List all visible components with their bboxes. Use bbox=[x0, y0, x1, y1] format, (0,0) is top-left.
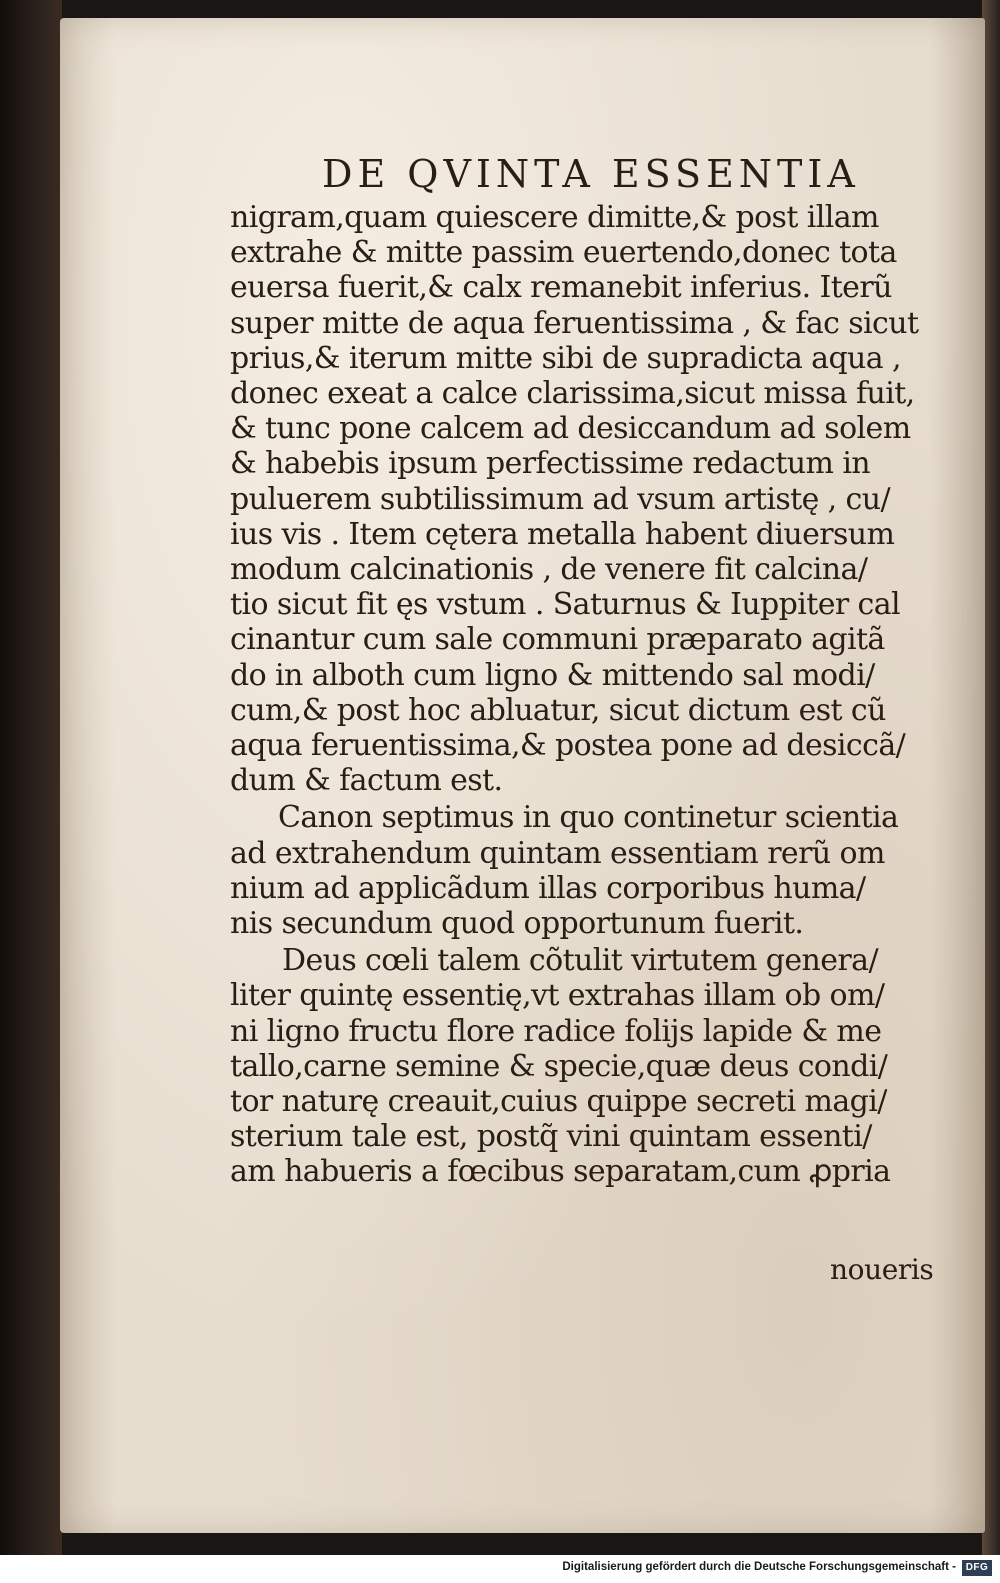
running-head: DE QVINTA ESSENTIA bbox=[322, 152, 860, 196]
text-line: dum & factum est. bbox=[230, 763, 503, 799]
text-block bbox=[230, 150, 950, 1190]
text-line: nigram,quam quiescere dimitte,& post illam bbox=[230, 200, 879, 235]
book-page bbox=[60, 18, 985, 1533]
text-line: ni ligno fructu flore radice folijs lapide & me bbox=[230, 1013, 882, 1049]
text-line: Canon septimus in quo continetur scientia bbox=[278, 800, 899, 836]
text-line: prius,& iterum mitte sibi de supradicta aqua , bbox=[230, 340, 901, 376]
text-line: extrahe & mitte passim euertendo,donec tota bbox=[230, 235, 897, 271]
text-line: ius vis . Item cętera metalla habent diuersum bbox=[230, 516, 895, 552]
text-line: am habueris a fœcibus separatam,cum ꝓpria bbox=[230, 1154, 891, 1190]
text-line: nis secundum quod opportunum fuerit. bbox=[230, 906, 804, 942]
paragraph-canon-heading bbox=[230, 800, 950, 941]
text-line: nium ad applicãdum illas corporibus huma/ bbox=[230, 870, 866, 906]
funding-credit: Digitalisierung gefördert durch die Deutsche Forschungsgemeinschaft - bbox=[562, 1561, 956, 1573]
text-line: & habebis ipsum perfectissime redactum in bbox=[230, 446, 871, 482]
text-line: cinantur cum sale communi præparato agitã bbox=[230, 622, 885, 658]
text-line: euersa fuerit,& calx remanebit inferius. Iterũ bbox=[230, 270, 892, 306]
paragraph-3 bbox=[230, 943, 950, 1189]
text-line: do in alboth cum ligno & mittendo sal modi/ bbox=[230, 657, 875, 693]
text-line: modum calcinationis , de venere fit calcina/ bbox=[230, 552, 868, 588]
text-line: super mitte de aqua feruentissima , & fac sicut bbox=[230, 305, 919, 341]
catchword: noueris bbox=[830, 1253, 934, 1286]
text-line: aqua feruentissima,& postea pone ad desiccã/ bbox=[230, 728, 906, 764]
text-line: liter quintę essentię,vt extrahas illam ob om/ bbox=[230, 978, 885, 1014]
digitization-footer bbox=[0, 1555, 1000, 1583]
text-line: cum,& post hoc abluatur, sicut dictum est cũ bbox=[230, 692, 886, 728]
text-line: Deus cœli talem cõtulit virtutem genera/ bbox=[282, 943, 878, 979]
text-line: sterium tale est, postq̃ vini quintam essenti/ bbox=[230, 1119, 872, 1155]
binding-left-edge bbox=[0, 0, 62, 1555]
paragraph-1 bbox=[230, 200, 950, 798]
text-line: puluerem subtilissimum ad vsum artistę , cu/ bbox=[230, 481, 890, 517]
text-line: tallo,carne semine & specie,quæ deus condi/ bbox=[230, 1048, 888, 1084]
text-line: tio sicut fit ęs vstum . Saturnus & Iuppiter cal bbox=[230, 587, 901, 623]
text-line: donec exeat a calce clarissima,sicut missa fuit, bbox=[230, 376, 915, 412]
text-line: ad extrahendum quintam essentiam rerũ om bbox=[230, 835, 885, 871]
text-line: tor naturę creauit,cuius quippe secreti magi/ bbox=[230, 1084, 887, 1120]
text-line: & tunc pone calcem ad desiccandum ad solem bbox=[230, 411, 911, 447]
dfg-logo: DFG bbox=[962, 1560, 992, 1576]
